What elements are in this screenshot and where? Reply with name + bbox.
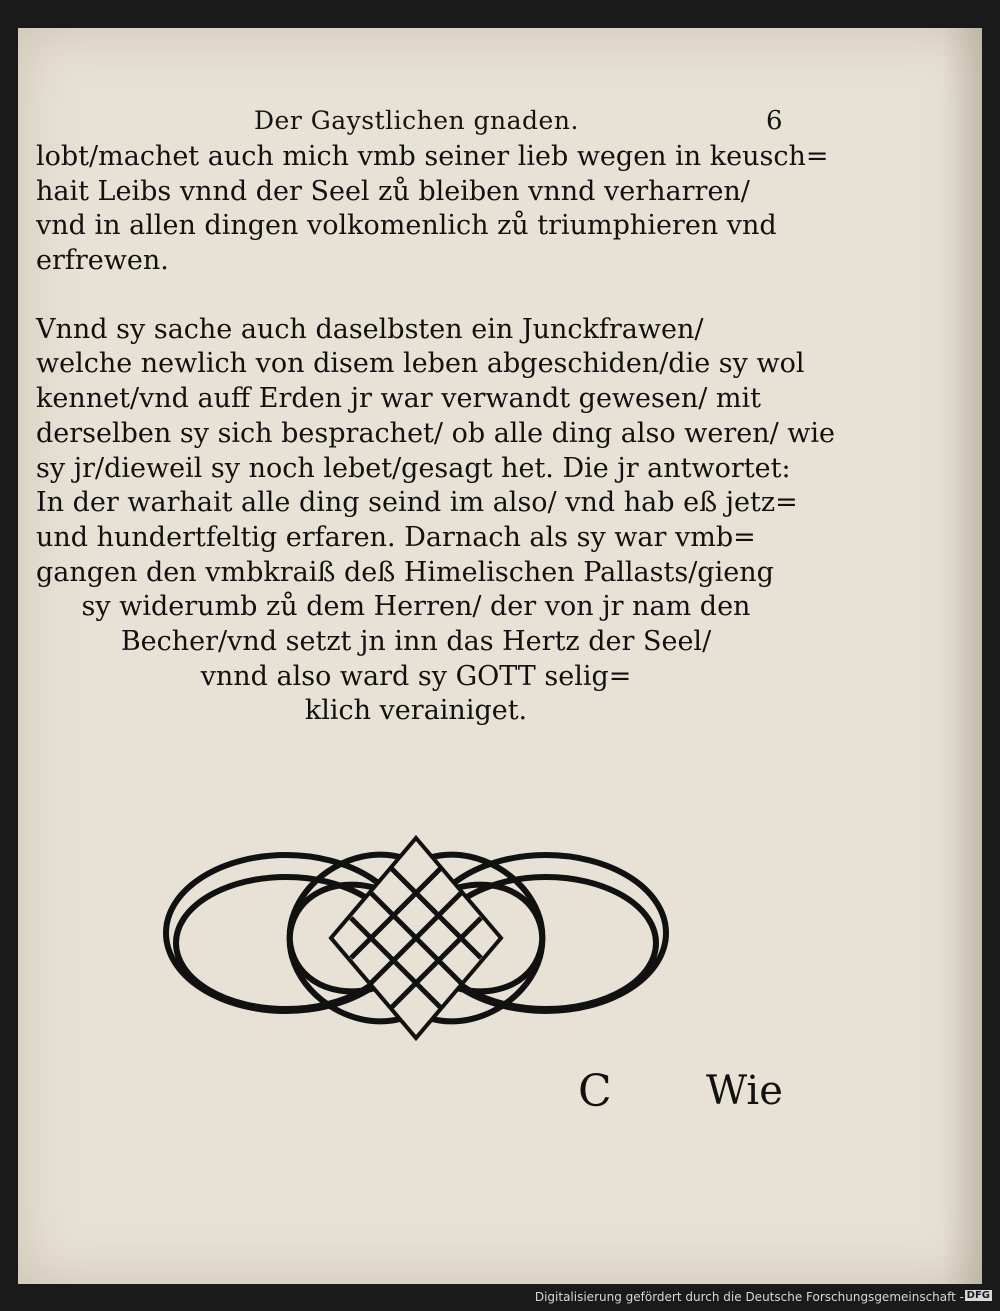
text-line: welche newlich von disem leben abgeschiden/die sy wol — [36, 348, 805, 380]
text-line: hait Leibs vnnd der Seel zů bleiben vnnd verharren/ — [36, 175, 750, 207]
text-line: lobt/machet auch mich vmb seiner lieb wegen in keusch= — [36, 141, 829, 172]
text-line: In der warhait alle ding seind im also/ vnd hab eß jetz= — [36, 487, 798, 519]
page-number: 6 — [766, 106, 783, 136]
text-line: klich verainiget. — [304, 695, 528, 727]
text-line: gangen den vmbkraiß deß Himelischen Pallasts/gieng — [36, 556, 774, 588]
text-line: Vnnd sy sache auch daselbsten ein Junckfrawen/ — [36, 313, 704, 345]
book-page — [18, 28, 982, 1284]
catchword: Wie — [706, 1068, 783, 1114]
text-line: kennet/vnd auff Erden jr war verwandt gewesen/ mit — [36, 383, 762, 415]
footer-bar — [0, 1284, 1000, 1311]
body-text — [36, 140, 835, 729]
text-line: vnnd also ward sy GOTT selig= — [200, 660, 632, 692]
text-line: sy jr/dieweil sy noch lebet/gesagt het. Die jr antwortet: — [36, 452, 791, 484]
text-line: erfrewen. — [36, 245, 169, 277]
text-line: sy widerumb zů dem Herren/ der von jr nam den — [81, 591, 751, 623]
dfg-logo-icon: DFG — [966, 1290, 990, 1301]
text-line: derselben sy sich besprachet/ ob alle ding also weren/ wie — [36, 417, 835, 449]
text-line: vnd in allen dingen volkomenlich zů triumphieren vnd — [36, 210, 777, 242]
text-line: und hundertfeltig erfaren. Darnach als sy war vmb= — [36, 521, 756, 553]
signature-mark: C — [578, 1066, 612, 1117]
paragraph-gap — [36, 279, 796, 313]
knotwork-ornament — [156, 823, 676, 1053]
catchwords — [18, 1066, 982, 1126]
running-head-title: Der Gaystlichen gnaden. — [254, 106, 579, 135]
footer-credit: Digitalisierung gefördert durch die Deutsche Forschungsgemeinschaft - — [534, 1290, 964, 1304]
text-line: Becher/vnd setzt jn inn das Hertz der Seel/ — [120, 625, 712, 657]
